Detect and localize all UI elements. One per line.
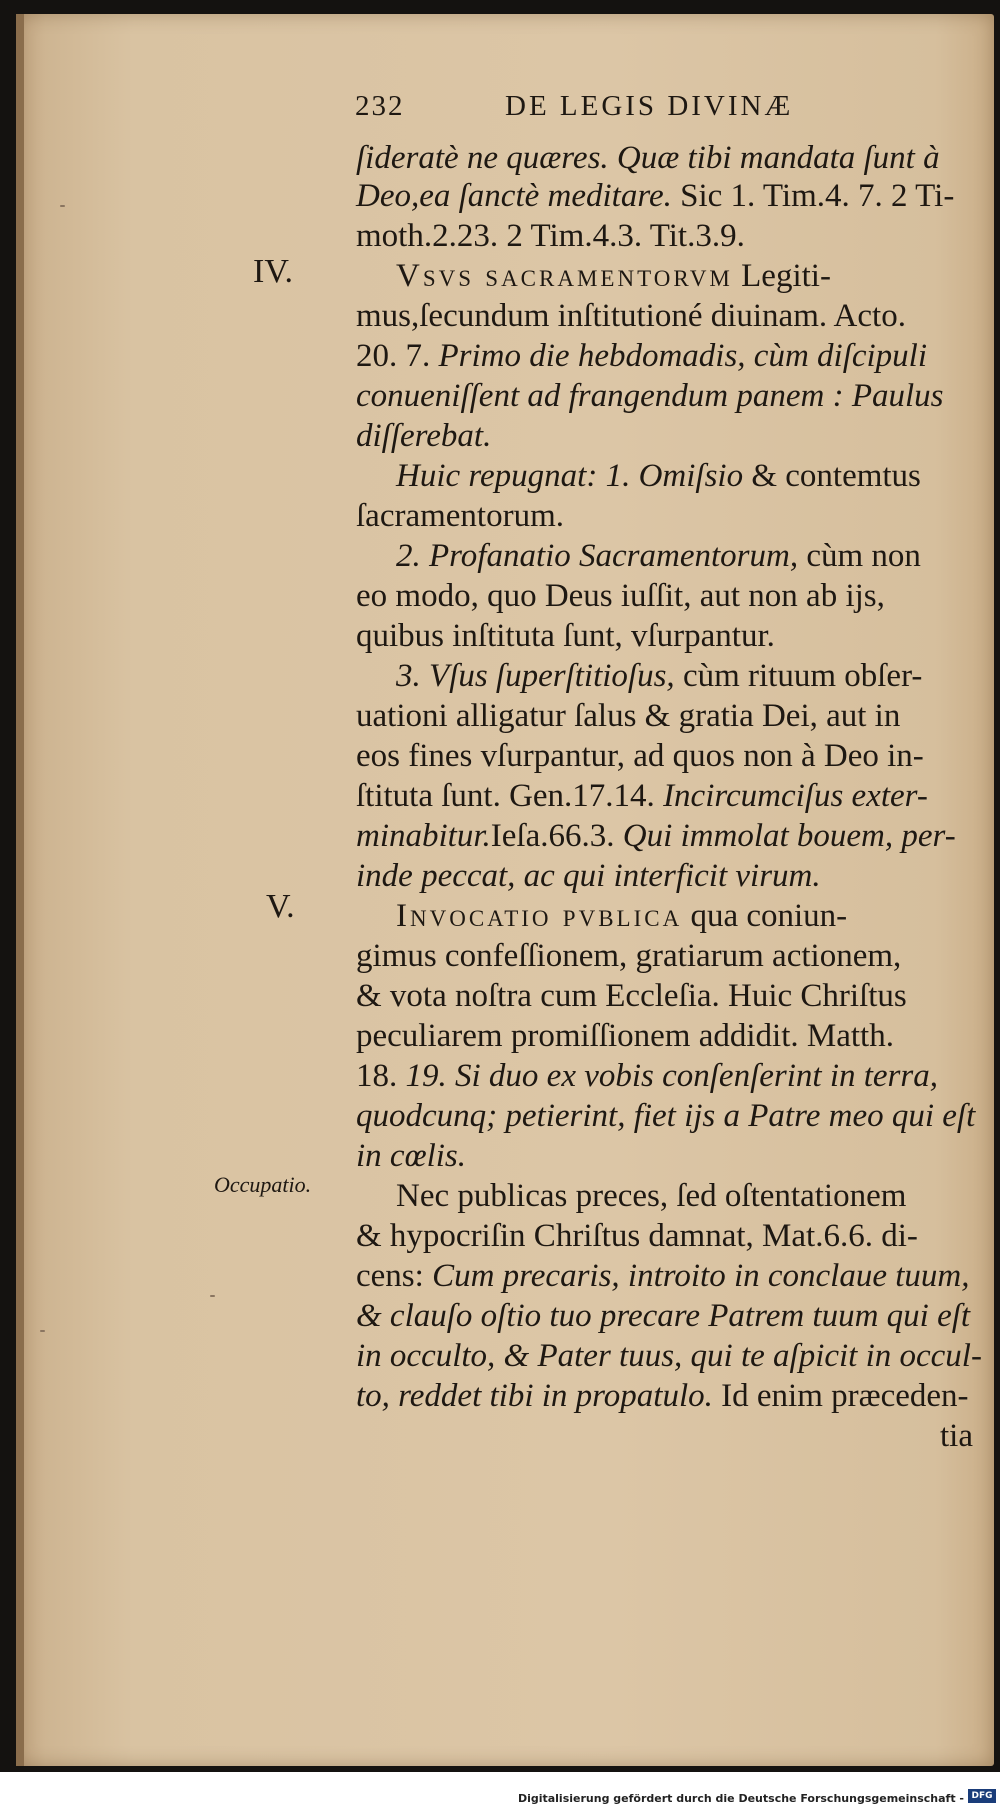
- italic-run: Incircumciſus exter-: [663, 778, 928, 814]
- page-edge: [16, 14, 24, 1766]
- small-caps-run: Invocatio pvblica: [396, 898, 683, 934]
- text-line-7: conueniſſent ad frangendum panem : Paulus: [356, 378, 944, 414]
- text-line-10: ſacramentorum.: [356, 498, 564, 534]
- text-line-21: gimus confeſſionem, gratiarum actionem,: [356, 938, 902, 974]
- text-line-23: peculiarem promiſſionem addidit. Matth.: [356, 1018, 894, 1054]
- text-line-9: [396, 458, 921, 495]
- italic-run: Cum precaris, introito in conclaue tuum,: [432, 1258, 970, 1294]
- roman-run: cùm rituum obſer-: [674, 658, 923, 694]
- roman-run: ſtituta ſunt. Gen.17.14.: [356, 778, 664, 814]
- roman-run: cens:: [356, 1258, 433, 1294]
- italic-run: to, reddet tibi in propatulo.: [356, 1378, 713, 1414]
- italic-run: 19. Si duo ex vobis conſenſerint in terra,: [405, 1058, 938, 1094]
- page-number: 232: [355, 90, 405, 122]
- italic-run: Primo die hebdomadis, cùm diſcipuli: [438, 338, 928, 374]
- roman-run: 20. 7.: [356, 338, 439, 374]
- section-marker-iv: IV.: [253, 253, 293, 290]
- text-line-29: [356, 1258, 970, 1295]
- roman-run: Id enim præceden-: [712, 1378, 969, 1414]
- italic-run: minabitur.: [356, 818, 491, 854]
- roman-run: qua coniun-: [682, 898, 848, 934]
- dfg-logo-icon: DFG: [968, 1789, 996, 1803]
- text-line-30: & clauſo oſtio tuo precare Patrem tuum qui eſt: [356, 1298, 971, 1334]
- paper-speck: [40, 1330, 45, 1332]
- text-line-14: [396, 658, 922, 695]
- text-line-1: [356, 140, 988, 177]
- text-line-27: Nec publicas preces, ſed oſtentationem: [396, 1178, 907, 1214]
- text-line-6: [356, 338, 927, 375]
- text-line-28: & hypocriſin Chriſtus damnat, Mat.6.6. di-: [356, 1218, 918, 1254]
- italic-run: 2. Profanatio Sacramentorum,: [396, 538, 799, 574]
- text-line-2: [356, 178, 954, 215]
- text-line-31: in occulto, & Pater tuus, qui te aſpicit in occul-: [356, 1338, 982, 1374]
- roman-run: Ieſa.66.3.: [490, 818, 623, 854]
- roman-run: Legiti-: [732, 258, 831, 294]
- text-line-16: eos fines vſurpantur, ad quos non à Deo in-: [356, 738, 924, 774]
- text-line-19: inde peccat, ac qui interficit virum.: [356, 858, 821, 894]
- italic-run: Qui immolat bouem, per-: [622, 818, 956, 854]
- text-line-20: [396, 898, 847, 935]
- roman-run: & contemtus: [743, 458, 921, 494]
- catchword: tia: [940, 1418, 973, 1454]
- footer-credit: Digitalisierung gefördert durch die Deutsche Forschungsgemeinschaft -: [517, 1792, 964, 1805]
- text-line-32: [356, 1378, 969, 1415]
- text-line-25: quodcunq; petierint, fiet ijs a Patre meo qui eſt: [356, 1098, 976, 1134]
- text-line-4: [396, 258, 831, 295]
- text-line-18: [356, 818, 956, 855]
- text-line-11: [396, 538, 921, 575]
- text-line-26: in cœlis.: [356, 1138, 467, 1174]
- margin-note-occupatio: Occupatio.: [214, 1172, 312, 1197]
- italic-run: ſideratè ne quæres. Quæ tibi mandata ſunt à: [356, 140, 940, 176]
- text-line-22: & vota noſtra cum Eccleſia. Huic Chriſtus: [356, 978, 907, 1014]
- italic-run: Huic repugnat: 1. Omiſsio: [396, 458, 744, 494]
- text-line-5: mus,ſecundum inſtitutioné diuinam. Acto.: [356, 298, 906, 334]
- paper-speck: [60, 205, 65, 207]
- italic-run: 3. Vſus ſuperſtitioſus,: [396, 658, 675, 694]
- italic-run: Deo,ea ſanctè meditare.: [356, 178, 672, 214]
- text-line-12: eo modo, quo Deus iuſſit, aut non ab ijs,: [356, 578, 885, 614]
- text-line-24: [356, 1058, 938, 1095]
- paper-speck: [210, 1295, 215, 1297]
- running-head: DE LEGIS DIVINÆ: [505, 90, 794, 122]
- section-marker-v: V.: [266, 888, 295, 925]
- text-line-8: diſſerebat.: [356, 418, 492, 454]
- small-caps-run: Vsvs sacramentorvm: [396, 258, 733, 294]
- roman-run: Sic 1. Tim.4. 7. 2 Ti-: [671, 178, 955, 214]
- text-line-3: moth.2.23. 2 Tim.4.3. Tit.3.9.: [356, 218, 745, 254]
- roman-run: 18.: [356, 1058, 406, 1094]
- text-line-17: [356, 778, 928, 815]
- text-line-13: quibus inſtituta ſunt, vſurpantur.: [356, 618, 775, 654]
- text-line-15: uationi alligatur ſalus & gratia Dei, aut in: [356, 698, 901, 734]
- roman-run: cùm non: [798, 538, 921, 574]
